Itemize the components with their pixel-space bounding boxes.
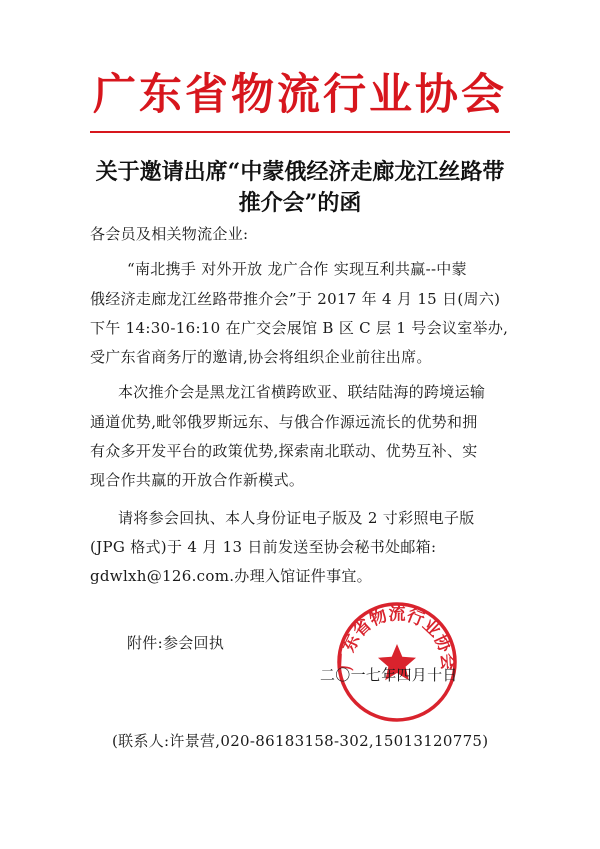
salutation: 各会员及相关物流企业: xyxy=(90,225,249,243)
paragraph-3-line: 请将参会回执、本人身份证电子版及 2 寸彩照电子版 xyxy=(118,509,475,527)
org-header: 广东省物流行业协会 xyxy=(93,70,507,120)
seal-text: 广东省物流行业协会 xyxy=(336,604,458,671)
paragraph-2-line: 现合作共赢的开放合作新模式。 xyxy=(90,471,305,489)
letter-title-line-2: 推介会”的函 xyxy=(238,190,362,216)
contact-info: (联系人:许景营,020-86183158-302,15013120775) xyxy=(112,732,489,750)
paragraph-3-line: (JPG 格式)于 4 月 13 日前发送至协会秘书处邮箱: xyxy=(90,538,437,556)
paragraph-1-line: “南北携手 对外开放 龙广合作 实现互利共赢--中蒙 xyxy=(127,260,467,278)
paragraph-1-line: 下午 14:30-16:10 在广交会展馆 B 区 C 层 1 号会议室举办, xyxy=(90,319,509,337)
header-divider xyxy=(90,131,510,133)
paragraph-2-line: 有众多开发平台的政策优势,探索南北联动、优势互补、实 xyxy=(90,442,478,460)
letter-date: 二〇一七年四月十日 xyxy=(320,666,458,684)
attachment-note: 附件:参会回执 xyxy=(127,634,225,652)
paragraph-3-line: gdwlxh@126.com.办理入馆证件事宜。 xyxy=(90,567,372,585)
official-seal xyxy=(335,600,459,724)
paragraph-1-line: 俄经济走廊龙江丝路带推介会”于 2017 年 4 月 15 日(周六) xyxy=(90,290,501,308)
paragraph-2-line: 本次推介会是黑龙江省横跨欧亚、联结陆海的跨境运输 xyxy=(118,383,486,401)
letter-title-line-1: 关于邀请出席“中蒙俄经济走廊龙江丝路带 xyxy=(95,159,505,185)
paragraph-2-line: 通道优势,毗邻俄罗斯远东、与俄合作源远流长的优势和拥 xyxy=(90,413,478,431)
paragraph-1-line: 受广东省商务厅的邀请,协会将组织企业前往出席。 xyxy=(90,348,432,366)
